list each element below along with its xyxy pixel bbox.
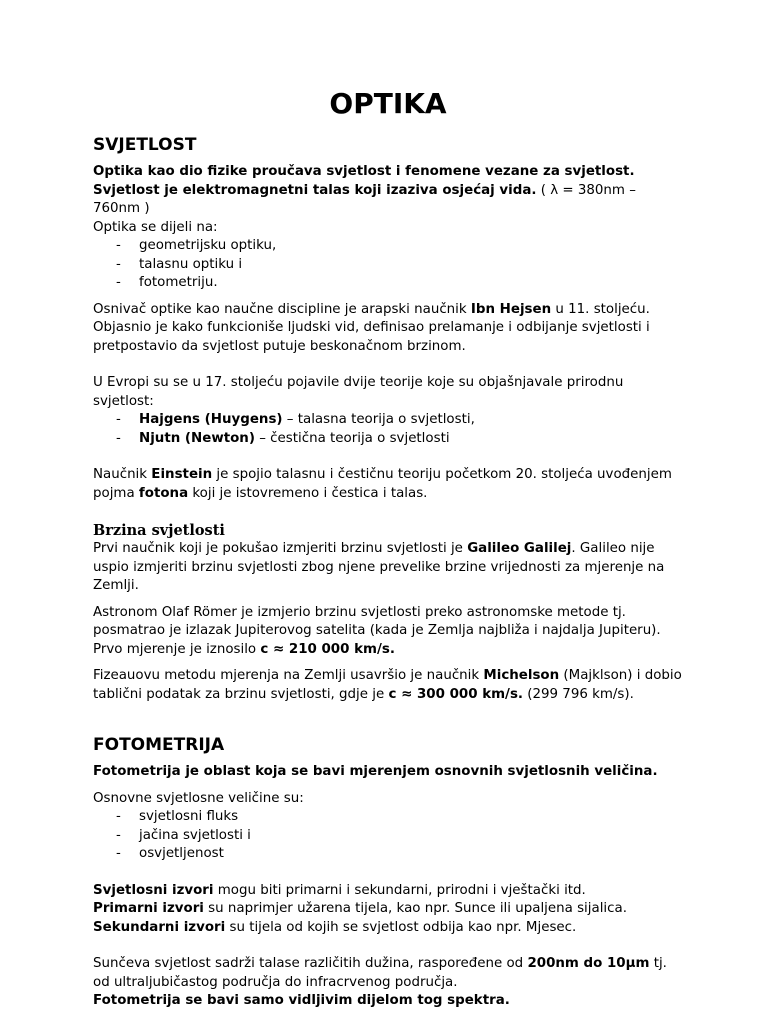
section-heading-svjetlost: SVJETLOST — [93, 135, 197, 155]
intro-bold-2: Svjetlost je elektromagnetni talas koji izaziva osjećaj vida. — [93, 182, 537, 198]
list-item: - Njutn (Newton) – čestična teorija o svjetlosti — [116, 430, 450, 446]
basic-quantities-label: Osnovne svjetlosne veličine su: — [93, 790, 304, 806]
einstein-paragraph: Naučnik Einstein je spojio talasnu i čestičnu teoriju početkom 20. stoljeća uvođenjem pojma fotona koji je istovremeno i čestica i talas. — [93, 467, 672, 501]
fotometrija-definition: Fotometrija je oblast koja se bavi mjerenjem osnovnih svjetlosnih veličina. — [93, 764, 658, 779]
intro-paragraph — [93, 163, 683, 237]
galilej-paragraph: Prvi naučnik koji je pokušao izmjeriti brzinu svjetlosti je Galileo Galilej. Galileo nije uspio izmjeriti brzinu svjetlosti zbog njene prevelike brzine vrijednosti za mjerenje na Zemlji. — [93, 541, 665, 593]
divides-label: Optika se dijeli na: — [93, 219, 218, 235]
intro-bold-1: Optika kao dio fizike proučava svjetlost i fenomene vezane za svjetlost. — [93, 164, 635, 179]
europe-paragraph: U Evropi su se u 17. stoljeću pojavile dvije teorije koje su objašnjavale prirodnu svjetlost: — [93, 375, 624, 409]
document-content — [93, 86, 683, 1011]
page-title: OPTIKA — [329, 87, 447, 120]
list-item: - talasnu optiku i — [116, 256, 243, 272]
wavelength-range: ( λ = 380nm – 760nm ) — [93, 182, 636, 216]
section-heading-fotometrija: FOTOMETRIJA — [93, 735, 225, 755]
list-item: - Hajgens (Huygens) – talasna teorija o svjetlosti, — [116, 412, 475, 427]
list-item: - geometrijsku optiku, — [116, 238, 277, 253]
sources-paragraph: Svjetlosni izvori mogu biti primarni i sekundarni, prirodni i vještački itd. Primarni izvori su naprimjer užarena tijela, kao npr. Sunce ili upaljena sijalica. Sekundarni izvori su tijela od kojih se svjetlost odbija kao npr. Mjesec. — [93, 882, 627, 935]
theories-list — [93, 411, 683, 448]
ibn-hejsen-paragraph: Osnivač optike kao naučne discipline je arapski naučnik Ibn Hejsen u 11. stoljeću. Objasnio je kako funkcioniše ljudski vid, definisao prelamanje i odbijanje svjetlosti i pretpostavio da svjetlost putuje beskonačnom brzinom. — [93, 301, 650, 354]
romer-paragraph: Astronom Olaf Römer je izmjerio brzinu svjetlosti preko astronomske metode tj. posmatrao je izlazak Jupiterovog satelita (kada je Zemlja najbliža i najdalja Jupiteru). Prvo mjerenje je iznosilo c ≈ 210 000 km/s. — [93, 604, 661, 657]
quantities-list — [93, 808, 683, 864]
list-item: - osvjetljenost — [116, 846, 224, 861]
michelson-paragraph: Fizeauovu metodu mjerenja na Zemlji usavršio je naučnik Michelson (Majklson) i dobio tablični podatak za brzinu svjetlosti, gdje je c ≈ 300 000 km/s. (299 796 km/s). — [93, 668, 682, 702]
list-item: - jačina svjetlosti i — [116, 827, 251, 843]
optics-divisions-list — [93, 237, 683, 293]
list-item: - svjetlosni fluks — [116, 809, 239, 824]
section-heading-brzina: Brzina svjetlosti — [93, 522, 225, 539]
list-item: - fotometriju. — [116, 275, 218, 290]
sun-spectrum-paragraph: Sunčeva svjetlost sadrži talase različitih dužina, raspoređene od 200nm do 10μm tj. od ultraljubičastog područja do infracrvenog područja. Fotometrija se bavi samo vidljivim dijelom tog spektra. — [93, 956, 667, 1008]
